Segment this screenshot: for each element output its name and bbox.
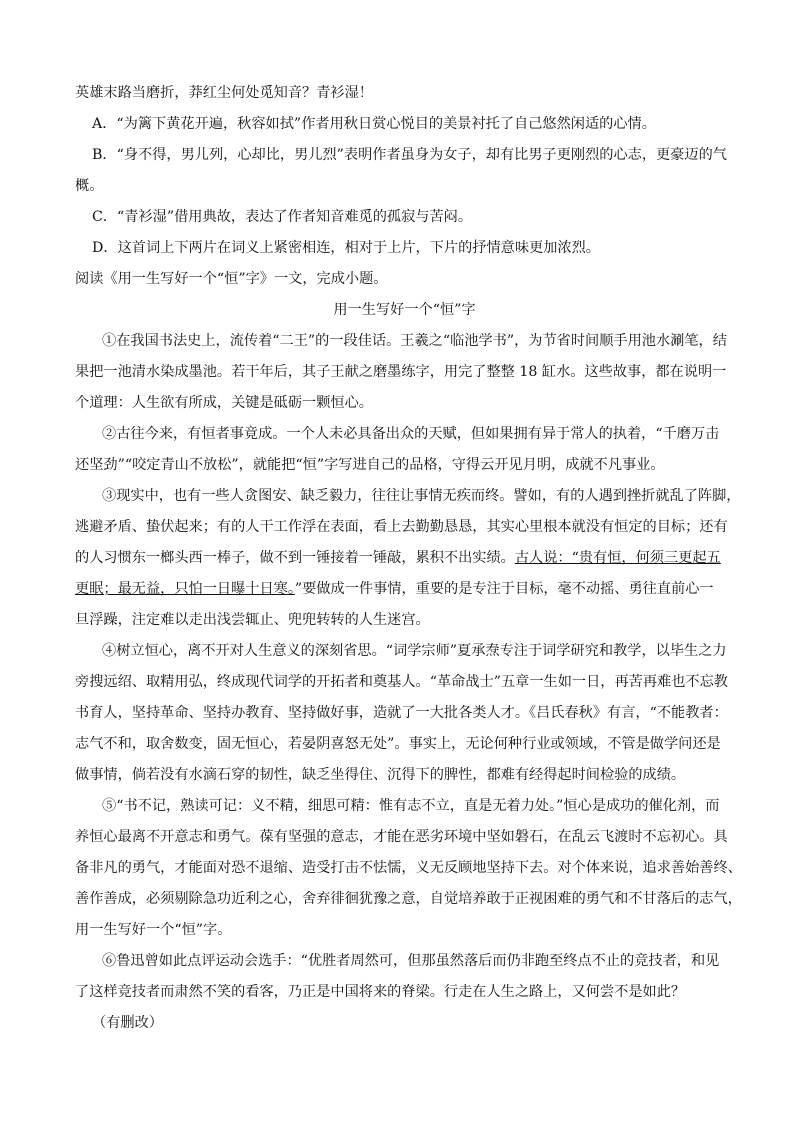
text-line: 养恒心最离不开意志和勇气。葆有坚强的意志，才能在恶劣环境中坚如磐石，在乱云飞渡时不忘初心。具 [75, 829, 728, 845]
text-line: 了这样竞技者而肃然不笑的看客，乃正是中国将来的脊梁。行走在人生之路上，又何尝不是如此？ [75, 984, 686, 1000]
text-line: 英雄末路当磨折，莽红尘何处觅知音？青衫湿！ [75, 85, 373, 101]
text-line: （有删改） [92, 1015, 163, 1031]
text-run: 的人习惯东一榔头西一棒子，做不到一锤接着一锤敲，累积不出实绩。 [75, 550, 515, 566]
text-line: ⑥鲁迅曾如此点评运动会选手：“优胜者周然可，但那虽然落后而仍非跑至终点不止的竞技者，和见 [102, 953, 720, 969]
text-line: 个道理：人生欲有所成，关键是砥砺一颗恒心。 [75, 395, 373, 411]
text-line: 备非凡的勇气，才能面对恐不退缩、造受打击不怯懦，义无反顾地坚持下去。对个体来说，追求善始善终、 [75, 860, 742, 876]
text-line: B．“身不得，男儿列，心却比，男儿烈”表明作者虽身为女子，却有比男子更刚烈的心志，更豪迈的气 [92, 147, 727, 163]
text-line: 旁搜远绍、取精用弘，终成现代词学的开拓者和奠基人。“革命战士”五章一生如一日，再苦再难也不忘教 [75, 674, 728, 690]
text-line: ⑤“书不记，熟读可记：义不精，细思可精：惟有志不立，直是无着力处。”恒心是成功的催化剂，而 [102, 798, 720, 814]
underlined-quote: 古人说：“贵有恒，何须三更起五 [514, 550, 721, 566]
text-line: 志气不和，取舍数变，固无恒心，若晏阴喜怒无处”。事实上，无论何种行业或领域，不管是做学问还是 [75, 736, 721, 752]
text-line: 果把一池清水染成墨池。若干年后，其子王献之磨墨练字，用完了整整 18 缸水。这些故事，都在说明一 [75, 364, 727, 380]
text-line: 旦浮躁，注定难以走出浅尝辄止、兜兜转转的人生迷宫。 [75, 612, 430, 628]
text-line: C．“青衫湿”借用典故，表达了作者知音难觅的孤寂与苦闷。 [92, 209, 473, 225]
text-line: 还坚劲”“咬定青山不放松”，就能把“恒”字写进自己的品格，守得云开见月明，成就不凡事业。 [75, 457, 665, 473]
text-line: 善作善成，必须剔除急功近利之心，舍弃徘徊犹豫之意，自觉培养敢于正视困难的勇气和不甘落后的志气， [75, 891, 742, 907]
text-line: 书育人，坚持革命、坚持办教育、坚持做好事，造就了一大批各类人才。《吕氏春秋》有言，“不能教者： [75, 705, 728, 721]
text-line: D．这首词上下两片在词义上紧密相连，相对于上片，下片的抒情意味更加浓烈。 [92, 240, 600, 256]
text-line: 阅读《用一生写好一个“恒”字》一文，完成小题。 [75, 271, 388, 287]
text-line [75, 543, 734, 574]
text-line: ②古往今来，有恒者事竟成。一个人未必具备出众的天赋，但如果拥有异于常人的执着，“千磨万击 [102, 426, 720, 442]
text-line: 做事情，倘若没有水滴石穿的韧性，缺乏坐得住、沉得下的脾性，都难有经得起时间检验的成绩。 [75, 767, 686, 783]
text-line [75, 574, 734, 605]
text-line: ①在我国书法史上，流传着“二王”的一段佳话。王羲之“临池学书”，为节省时间顺手用池水涮笔，结 [102, 333, 727, 349]
text-line: 用一生写好一个“恒”字 [333, 302, 476, 318]
text-line: A．“为篱下黄花开遍，秋容如拭”作者用秋日赏心悦目的美景衬托了自己悠然闲适的心情。 [92, 116, 656, 132]
text-line: ④树立恒心，离不开对人生意义的深刻省思。“词学宗师”夏承焘专注于词学研究和教学，以毕生之力 [102, 643, 727, 659]
text-line: 逃避矛盾、蛰伏起来；有的人干工作浮在表面，看上去勤勤恳恳，其实心里根本就没有恒定的目标；还有 [75, 519, 728, 535]
text-line: 概。 [75, 178, 104, 194]
text-run: ”要做成一件事情，重要的是专注于目标，毫不动摇、勇往直前心一 [294, 581, 714, 597]
underlined-quote: 更眠；最无益，只怕一日曝十日寒。 [75, 581, 295, 597]
text-line: 用一生写好一个“恒”字。 [75, 922, 232, 938]
text-line: ③现实中，也有一些人贪图安、缺乏毅力，往往让事情无疾而终。譬如，有的人遇到挫折就乱了阵脚， [102, 488, 741, 504]
